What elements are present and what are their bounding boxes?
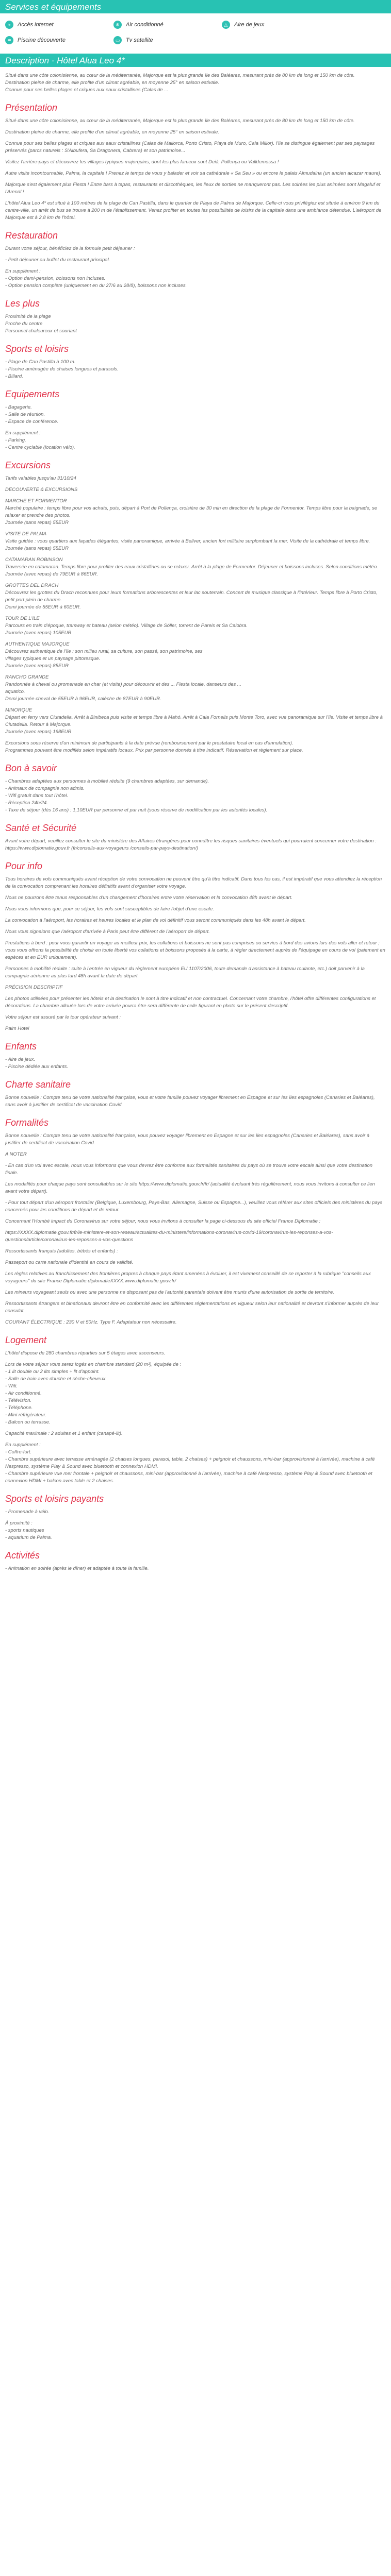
section-line: RANCHO GRANDE	[5, 674, 49, 680]
section-paragraph: COURANT ÉLECTRIQUE : 230 V et 50Hz. Type F. Adaptateur non nécessaire.	[5, 1319, 177, 1325]
playground-icon: △	[222, 21, 230, 29]
section-line: Journée (avec repas) 85EUR	[5, 663, 69, 669]
line-gap	[5, 426, 386, 430]
section-lines	[5, 475, 386, 754]
section-title: Restauration	[5, 230, 58, 241]
section-line: MINORQUE	[5, 707, 32, 713]
section-lines	[5, 359, 386, 380]
section-line: - Promenade à vélo.	[5, 1509, 50, 1515]
section-paragraph: La convocation à l'aéroport, les horaires et heures locales et le plan de vol définitif vous seront communiqués dans les 48h avant le départ.	[5, 918, 306, 923]
section-line: - Parking.	[5, 437, 26, 443]
section-line: Découvrez authentique de l'île : son milieu rural, sa culture, son passé, son patrimoine, ses	[5, 649, 203, 654]
section-line: - Plage de Can Pastilla à 100 m.	[5, 359, 76, 365]
line-gap	[5, 736, 386, 740]
section-sports-loisirs	[5, 343, 386, 380]
section-paragraph: Concernant l'Hombé impact du Coronavirus sur votre séjour, nous vous invitons à consulter la page ci-dessous du site officiel France Diplomatie :	[5, 1218, 321, 1224]
section-line: Demi journée cheval de 55EUR à 96EUR, calèche de 87EUR à 90EUR.	[5, 696, 161, 702]
section-line: DECOUVERTE & EXCURSIONS	[5, 487, 78, 493]
section-line: L'hôtel dispose de 280 chambres réparties sur 5 étages avec ascenseurs.	[5, 1350, 166, 1356]
section-line: - Salle de réunion.	[5, 412, 45, 417]
section-line: Personnel chaleureux et souriant	[5, 328, 77, 334]
section-line: - Wifi gratuit dans tout l'hôtel.	[5, 793, 69, 799]
section-paragraph: Votre séjour est assuré par le tour opérateur suivant :	[5, 1014, 121, 1020]
section-excursions	[5, 460, 386, 754]
section-paragraph: Les mineurs voyageant seuls ou avec une personne ne disposant pas de l'autorité parentale doivent être munis d'une autorisation de sortie de territoire.	[5, 1290, 334, 1295]
intro-paragraph: Situé dans une côte colonisienne, au cœur de la méditerranée, Majorque est la plus grande île des Baléares, mesurant près de 80 km de long et 150 km de côte.	[5, 73, 355, 78]
section-line: GROTTES DEL DRACH	[5, 583, 59, 588]
section-paragraph: Nous vous signalons que l'aéroport d'arrivée à Paris peut être différent de l'aéroport de départ.	[5, 929, 210, 935]
line-gap	[5, 578, 386, 582]
section-line: - Télévision.	[5, 1398, 32, 1403]
section-line: Départ en ferry vers Ciutadella. Arrêt à Binibeca puis visite et temps libre à Mahó. Arrêt à Cala Fornells puis Monte Toro, avec vue panoramique sur l'île. Visite et temps libre à Ciutadella. Retour à Majorque.	[5, 715, 383, 727]
section-line: Visite guidée : vous quartiers aux façades élégantes, visite panoramique, arrivée à Bellver, ancien fort militaire surplombant la mer. Visite de la cathédrale et temps libre. Journée (sans repas) 55EUR	[5, 538, 370, 551]
section-bon-a-savoir	[5, 762, 386, 814]
intro-paragraph: Destination pleine de charme, elle profite d'un climat agréable, en moyenne 25° en saison estivale.	[5, 80, 219, 86]
line-gap	[5, 1516, 386, 1520]
services-banner: Services et équipements	[0, 0, 391, 13]
line-gap	[5, 252, 386, 257]
section-paragraph: Nous vous informons que, pour ce séjour, les vols sont susceptibles de faire l'objet d'une escale.	[5, 906, 214, 912]
section-line: - Piscine dédiée aux enfants.	[5, 1064, 68, 1070]
section-line: - Mini réfrigérateur.	[5, 1412, 46, 1418]
section-les-plus	[5, 298, 386, 335]
line-gap	[5, 494, 386, 498]
section-line: Parcours en train d'époque, tramway et bateau (selon météo). Village de Sóller, torrent de Pareis et Sa Calobra.	[5, 623, 248, 629]
line-gap	[5, 1357, 386, 1361]
service-item	[113, 21, 222, 29]
section-title: Charte sanitaire	[5, 1079, 71, 1090]
description-banner: Description - Hôtel Alua Leo 4*	[0, 54, 391, 67]
section-title: Sports et loisirs	[5, 344, 69, 354]
service-label: Accès internet	[18, 22, 54, 28]
section-line: Journée (avec repas) 198EUR	[5, 729, 72, 735]
section-lines	[5, 1565, 386, 1572]
section-line: - Téléphone.	[5, 1405, 33, 1411]
section-paragraph: Ressortissants étrangers et binationaux devront être en conformité avec les différentes réglementations en vigueur selon leur nationalité et devront s'informer auprès de leur consulat.	[5, 1301, 379, 1314]
section-paragraph: L'hôtel Alua Leo 4* est situé à 100 mètres de la plage de Can Pastilla, dans le quartier de Playa de Palma de Majorque. Celle-ci vous privilégiez est située à environ 9 km du centre-ville, un arrêt de bus se trouve à 200 m de l'établissement. Venez profiter en toutes les possibilités de loisirs de la capitale dans une ambiance détendue. L'aéroport de Majorque est à 2,8 km de l'hôtel.	[5, 200, 382, 221]
line-gap	[5, 670, 386, 674]
section-line: MARCHE ET FORMENTOR	[5, 498, 67, 504]
intro-text	[5, 72, 386, 94]
section-line: AUTHENTIQUE MAJORQUE	[5, 641, 70, 647]
section-line: - Chambre supérieure avec terrasse aménagée (2 chaises longues, parasol, table, 2 chaises) + peignoir et chaussons, mini-bar (approvisionné à l'arrivée), machine à café Nespresso, système Play & Sound avec bluetooth et connexion HDMI.	[5, 1456, 375, 1469]
section-line: - Coffre-fort.	[5, 1449, 32, 1455]
section-line: - Balcon ou terrasse.	[5, 1419, 51, 1425]
section-line: En supplément :	[5, 1442, 41, 1448]
section-line: - Salle de bain avec douche et sèche-cheveux.	[5, 1376, 107, 1382]
service-item	[222, 21, 330, 29]
section-paragraph: - Pour tout départ d'un aéroport frontalier (Belgique, Luxembourg, Pays-Bas, Allemagne, Suisse ou Espagne...), veuillez vous référer aux sites officiels des ministères du pays concernés pour les conditions de départ et de retour.	[5, 1200, 383, 1213]
section-line: - Petit déjeuner au buffet du restaurant principal.	[5, 257, 110, 263]
section-line: - Piscine aménagée de chaises longues et parasols.	[5, 366, 119, 372]
section-title: Activités	[5, 1550, 40, 1561]
section-line: - Chambres adaptées aux personnes à mobilité réduite (9 chambres adaptées, sur demande).	[5, 778, 209, 784]
section-paragraph: Nous ne pourrons être tenus responsables d'un changement d'horaires entre votre réservation et la convocation 48h avant le départ.	[5, 895, 293, 901]
section-title: Sports et loisirs payants	[5, 1494, 104, 1504]
section-line: Programmes pouvant être modifiés selon impératifs locaux. Prix par personne donnés à titre indicatif. Réservation et règlement sur place.	[5, 748, 303, 753]
service-item	[113, 36, 222, 44]
section-paragraph: Personnes à mobilité réduite : suite à l'entrée en vigueur du règlement européen EU 1107/2006, toute demande d'assistance à bateau roulante, etc.) doit parvenir à la compagnie aérienne au plus tard 48h avant la date de départ.	[5, 966, 365, 979]
section-paragraph: Les modalités pour chaque pays sont consultables sur le site https://www.diplomatie.gouv.fr/fr/ (actualité évoluant très régulièrement, nous vous invitons à consulter ce lien avant votre départ).	[5, 1181, 375, 1194]
section-lines	[5, 1350, 386, 1485]
section-formalites	[5, 1117, 386, 1326]
section-lines	[5, 1056, 386, 1071]
section-lines	[5, 245, 386, 290]
section-title: Les plus	[5, 298, 40, 309]
section-line: Durant votre séjour, bénéficiez de la formule petit déjeuner :	[5, 246, 135, 251]
section-line: - Bagagerie.	[5, 404, 32, 410]
line-gap	[5, 1437, 386, 1442]
line-gap	[5, 482, 386, 486]
service-label: Aire de jeux	[234, 22, 265, 28]
section-line: CATAMARAN ROBINSON	[5, 557, 63, 563]
section-line: En supplément :	[5, 268, 41, 274]
section-line: Randonnée à cheval ou promenade en char (et visite) pour découvrir et des ... Fiesta locale, danseurs des ...	[5, 682, 241, 687]
section-title: Santé et Sécurité	[5, 823, 77, 833]
services-grid	[0, 13, 391, 54]
section-paragraph: https://XXXX.diplomatie.gouv.fr/fr/le-ministere-et-son-reseau/actualites-du-ministere/informations-coronavirus-covid-19/coronavirus-les-reponses-a-vos-questions/article/coronavirus-les-reponses-a-vos-questions	[5, 1230, 333, 1243]
section-line: Tarifs valables jusqu'au 31/10/24	[5, 476, 76, 481]
line-gap	[5, 611, 386, 615]
section-presentation	[5, 102, 386, 222]
section-line: - Espace de conférence.	[5, 419, 58, 425]
section-line: - Aire de jeux.	[5, 1057, 36, 1062]
section-paragraph: Destination pleine de charme, elle profite d'un climat agréable, en moyenne 25° en saison estivale.	[5, 129, 219, 135]
section-line: Journée (avec repas) 105EUR	[5, 630, 72, 636]
section-paragraph: - En cas d'un vol avec escale, nous vous informons que vous devrez être conforme aux formalités sanitaires du pays où se trouve votre escale ainsi que votre destination finale.	[5, 1163, 373, 1176]
section-paragraph: Tous horaires de vols communiqués avant réception de votre convocation ne peuvent être qu'à titre indicatif. Dans tous les cas, il est impératif que vous attendiez la réception de la convocation comprenant les horaires définitifs avant d'organiser votre voyage.	[5, 876, 382, 889]
line-gap	[5, 264, 386, 268]
section-title: Logement	[5, 1335, 47, 1345]
service-label: Piscine découverte	[18, 37, 66, 43]
service-item	[5, 36, 113, 44]
section-lines	[5, 313, 386, 335]
section-line: - Centre cyclable (location vélo).	[5, 445, 75, 450]
section-line: VISITE DE PALMA	[5, 531, 47, 537]
section-paragraph: A NOTER	[5, 1151, 27, 1157]
section-line: Proximité de la plage	[5, 314, 51, 319]
section-paragraph: Bonne nouvelle : Compte tenu de votre nationalité française, vous et votre famille pouvez voyager librement en Espagne et sur les îles espagnoles (Canaries et Baléares), sans avoir à justifier de certificat de vaccination Covid.	[5, 1095, 375, 1108]
pool-icon: ♒	[5, 36, 13, 44]
section-paragraph: Passeport ou carte nationale d'identité en cours de validité.	[5, 1260, 134, 1265]
tv-icon: ▭	[113, 36, 122, 44]
section-sports-loisirs-payants	[5, 1493, 386, 1541]
section-line: aquatico.	[5, 689, 25, 694]
section-paragraph: Connue pour ses belles plages et criques aux eaux cristallines (Calas de Mallorca, Porto Cristo, Playa de Muro, Cala Millor). l'île se distingue également par ses paysages préservés (parcs naturels : S'Albufera, Sa Dragonera, Cabrera) et son patrimoine...	[5, 141, 375, 154]
section-paragraph: Visitez l'arrière-pays et découvrez les villages typiques majorquins, dont les plus fameux sont Deià, Pollença ou Valldemossa !	[5, 159, 279, 165]
section-paragraph: PRÉCISION DESCRIPTIF	[5, 985, 63, 990]
intro-paragraph: Connue pour ses belles plages et criques aux eaux cristallines (Calas de ...	[5, 87, 169, 93]
section-line: Excursions sous réserve d'un minimum de participants à la date prévue (remboursement par le prestataire local en cas d'annulation).	[5, 740, 294, 746]
section-line: - 1 lit double ou 2 lits simples + lit d'appoint.	[5, 1369, 100, 1375]
service-label: Air conditionné	[126, 22, 164, 28]
section-line: - Option demi-pension, boissons non incluses.	[5, 276, 106, 281]
section-line: - Billard.	[5, 374, 23, 379]
section-line: Proche du centre	[5, 321, 43, 327]
section-paragraph: Prestations à bord : pour vous garantir un voyage au meilleur prix, les collations et boissons ne sont pas comprises ou servies à bord des avions lors des vols aller et retour ; vous vous offrons la possibilité de choisir en toute liberté vos collations et boissons proposés à la carte, à régler directement auprès de l'équipage en cours de vol (paiement en espèces et en EUR uniquement).	[5, 940, 385, 960]
section-line: En supplément :	[5, 430, 41, 436]
section-line: Capacité maximale : 2 adultes et 1 enfant (canapé-lit).	[5, 1431, 123, 1436]
section-title: Formalités	[5, 1117, 49, 1128]
section-paragraph: Autre visite incontournable, Palma, la capitale ! Prenez le temps de vous y balader et voir sa cathédrale « Sa Seu » ou encore le palais Almudaina (un ancien alcazar maure).	[5, 171, 382, 176]
section-pour-info	[5, 860, 386, 1032]
sections-container	[5, 102, 386, 1572]
section-line: villages typiques et un paysage pittoresque.	[5, 656, 101, 662]
line-gap	[5, 637, 386, 641]
section-restauration	[5, 230, 386, 290]
section-paragraph: Palm Hotel	[5, 1026, 29, 1031]
section-line: TOUR DE L'ILE	[5, 616, 40, 621]
section-title: Présentation	[5, 103, 58, 113]
section-line: - Chambre supérieure vue mer frontale + peignoir et chaussons, mini-bar (approvisionné à l'arrivée), machine à café Nespresso, système Play & Sound avec bluetooth et connexion HDMI + balcon avec table et 2 chaises.	[5, 1471, 372, 1484]
section-title: Enfants	[5, 1041, 37, 1052]
section-line: - Air conditionné.	[5, 1391, 42, 1396]
service-label: Tv satellite	[126, 37, 153, 43]
section-lines	[5, 1509, 386, 1541]
section-lines	[5, 404, 386, 451]
section-title: Pour info	[5, 861, 43, 871]
section-paragraph: Ressortissants français (adultes, bébés et enfants) :	[5, 1248, 118, 1254]
section-paragraph: Bonne nouvelle : Compte tenu de votre nationalité française, vous pouvez voyager librement en Espagne et sur les îles espagnoles (Canaries et Baléares), sans avoir à justifier de certificat de vaccination Covid.	[5, 1133, 370, 1146]
section-line: - Réception 24h/24.	[5, 800, 48, 806]
section-line: - Option pension complète (uniquement en du 27/6 au 28/8), boissons non incluses.	[5, 283, 187, 289]
section-line: - Wifi.	[5, 1383, 18, 1389]
section-paragraph: Majorque s'est également plus Fiesta ! Entre bars à tapas, restaurants et discothèques, les lieux de sorties ne manqueront pas. Les soirées les plus animées sont Magaluf et l'Arenal !	[5, 182, 381, 195]
line-gap	[5, 1426, 386, 1430]
section-line: Lors de votre séjour vous serez logés en chambre standard (20 m²), équipée de :	[5, 1362, 182, 1367]
line-gap	[5, 527, 386, 531]
section-paragraph: Situé dans une côte colonisienne, au cœur de la méditerranée, Majorque est la plus grande île des Baléares, mesurant près de 80 km de long et 150 km de côte.	[5, 118, 355, 124]
section-title: Excursions	[5, 460, 51, 470]
section-line: Découvrez les grottes du Drach reconnues pour leurs formations arborescentes et leur lac souterrain. Concert de musique classique à l'intérieur. Temps libre à Porto Cristo, petit port plein de charme.	[5, 590, 378, 603]
section-title: Bon à savoir	[5, 763, 57, 773]
section-line: - aquarium de Palma.	[5, 1535, 52, 1540]
section-lines	[5, 778, 386, 814]
section-line: Traversée en catamaran. Temps libre pour profiter des eaux cristallines ou se relaxer. Arrêt à la plage de Formentor. Déjeuner et boissons incluses. Selon conditions météo. Journée (avec repas) de 79EUR à 86EUR.	[5, 564, 378, 577]
section-line: Journée (sans repas) 55EUR	[5, 520, 69, 526]
line-gap	[5, 552, 386, 556]
section-line: Demi journée de 55EUR à 60EUR.	[5, 604, 81, 610]
section-title: Equipements	[5, 389, 60, 399]
service-item	[5, 21, 113, 29]
section-logement	[5, 1334, 386, 1485]
wifi-icon: ≈	[5, 21, 13, 29]
air-conditioning-icon: ❄	[113, 21, 122, 29]
section-line: - Animation en soirée (après le dîner) et adaptée à toute la famille.	[5, 1566, 149, 1571]
line-gap	[5, 703, 386, 707]
section-sante-securite	[5, 822, 386, 852]
section-equipements	[5, 388, 386, 451]
description-body	[0, 67, 391, 1583]
section-line: - Animaux de compagnie non admis.	[5, 786, 85, 791]
section-paragraph: Les règles relatives au franchissement des frontières propres à chaque pays étant amenées à évoluer, il est vivement conseillé de se reporter à la rubrique "conseils aux voyageurs" du site France Diplomatie.diplomatieXXXX.www.diplomatie.gouv.fr/	[5, 1271, 371, 1284]
section-charte-sanitaire	[5, 1079, 386, 1109]
section-enfants	[5, 1041, 386, 1071]
section-line: - Taxe de séjour (dès 16 ans) : 1,10EUR par personne et par nuit (sous réserve de modification par les autorités locales).	[5, 807, 268, 813]
section-paragraph: Les photos utilisées pour présenter les hôtels et la destination le sont à titre indicatif et non contractuel. Concernant votre chambre, l'hôtel offre différentes configurations et décorations. La chambre allouée lors de votre arrivée pourra être sera différente de celle figurant en photo sur le présent descriptif.	[5, 996, 376, 1009]
section-paragraph: Avant votre départ, veuillez consulter le site du ministère des Affaires étrangères pour connaître les risques sanitaires éventuels qui pourraient concerner votre destination : https://www.diplomatie.gouv.fr (fr/conseils-aux-voyageurs /conseils-par-pays-destination/)	[5, 838, 377, 851]
section-line: À proximité :	[5, 1520, 32, 1526]
section-line: - sports nautiques	[5, 1528, 44, 1533]
section-activites	[5, 1550, 386, 1572]
section-line: Marché populaire : temps libre pour vos achats, puis, départ à Port de Pollença, croisière de 30 min en direction de la plage de Formentor. Temps libre pour la baignade, se relaxer et prendre des photos.	[5, 505, 378, 518]
